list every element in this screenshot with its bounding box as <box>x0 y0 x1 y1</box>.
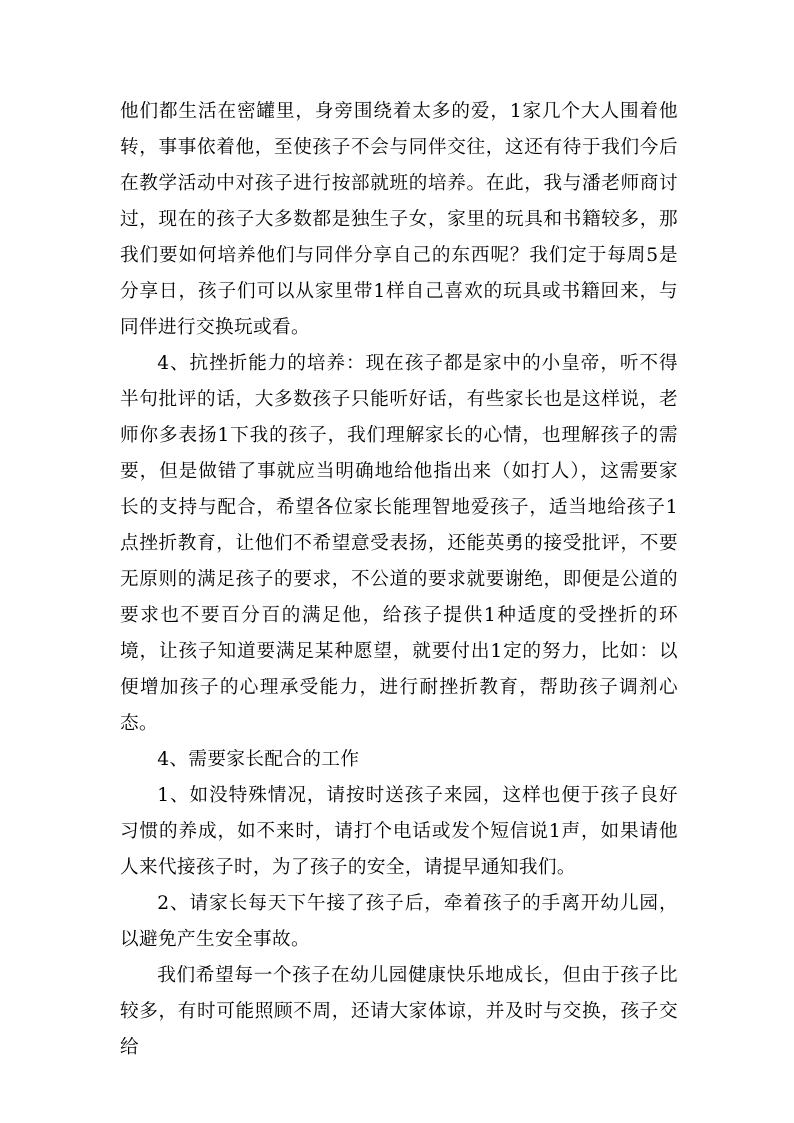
paragraph-item-1: 1、如没特殊情况，请按时送孩子来园，这样也便于孩子良好习惯的养成，如不来时，请打个电话或发个短信说1声，如果请他人来代接孩子时，为了孩子的安全，请提早通知我们。 <box>120 785 678 878</box>
paragraph-item-2: 2、请家长每天下午接了孩子后，牵着孩子的手离开幼儿园，以避免产生安全事故。 <box>120 893 678 950</box>
paragraph-frustration-tolerance: 4、抗挫折能力的培养：现在孩子都是家中的小皇帝，听不得半句批评的话，大多数孩子只能听好话，有些家长也是这样说，老师你多表扬1下我的孩子，我们理解家长的心情，也理解孩子的需要，但是做错了事就应当明确地给他指出来（如打人），这需要家长的支持与配合，希望各位家长能理智地爱孩子，适当地给孩子1点挫折教育，让他们不希望意受表扬，还能英勇的接受批评，不要无原则的满足孩子的要求，不公道的要求就要谢绝，即便是公道的要求也不要百分百的满足他，给孩子提供1种适度的受挫折的环境，让孩子知道要满足某种愿望，就要付出1定的努力，比如：以便增加孩子的心理承受能力，进行耐挫折教育，帮助孩子调剂心态。 <box>120 353 678 734</box>
paragraph-peer-interaction: 他们都生活在密罐里，身旁围绕着太多的爱，1家几个大人围着他转，事事依着他，至使孩子不会与同伴交往，这还有待于我们今后在教学活动中对孩子进行按部就班的培养。在此，我与潘老师商讨过，现在的孩子大多数都是独生子女，家里的玩具和书籍较多，那我们要如何培养他们与同伴分享自己的东西呢？我们定于每周5是分享日，孩子们可以从家里带1样自己喜欢的玩具或书籍回来，与同伴进行交换玩或看。 <box>120 101 678 338</box>
document-body <box>120 94 678 1066</box>
section-heading-parent-cooperation: 4、需要家长配合的工作 <box>157 749 360 770</box>
paragraph-closing: 我们希望每一个孩子在幼儿园健康快乐地成长，但由于孩子比较多，有时可能照顾不周，还请大家体谅，并及时与交换，孩子交给 <box>120 965 678 1058</box>
